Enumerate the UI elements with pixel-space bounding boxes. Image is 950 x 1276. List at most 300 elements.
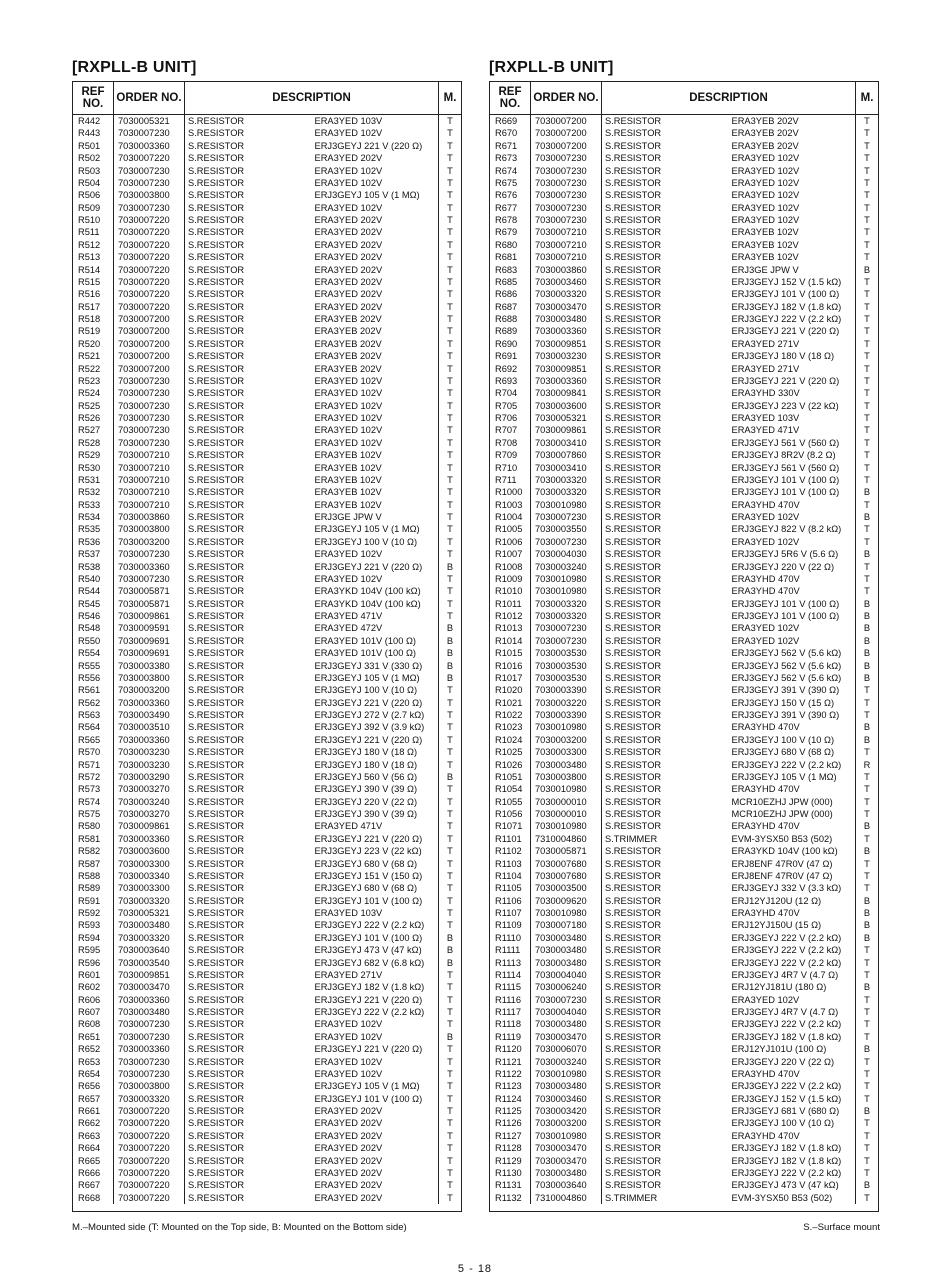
order-no-cell: 7030007230 <box>114 202 185 214</box>
ref-no-cell: R685 <box>490 276 531 288</box>
table-row <box>490 622 878 634</box>
table-row <box>490 127 878 139</box>
part-spec-cell: ERJ3GEYJ 180 V (18 Ω) <box>314 747 418 758</box>
part-spec-cell: ERA3YHD 470V <box>731 722 800 733</box>
mount-side-cell: T <box>439 969 462 981</box>
mount-side-cell: T <box>439 1080 462 1092</box>
order-no-cell: 7030007220 <box>114 226 185 238</box>
mount-side-cell: T <box>439 313 462 325</box>
ref-no-cell: R654 <box>73 1068 114 1080</box>
order-no-cell: 7030007220 <box>114 1142 185 1154</box>
part-spec-cell: ERA3YED 202V <box>314 153 383 164</box>
mount-side-cell: B <box>856 919 879 931</box>
ref-no-cell: R1017 <box>490 672 531 684</box>
part-spec-cell: ERA3YHD 470V <box>731 1130 800 1141</box>
part-spec-cell: ERJ3GEYJ 222 V (2.2 kΩ) <box>314 920 425 931</box>
table-row <box>73 746 461 758</box>
table-row <box>73 944 461 956</box>
ref-no-cell: R527 <box>73 424 114 436</box>
ref-no-cell: R1011 <box>490 598 531 610</box>
part-spec-cell: EVM-3YSX50 B53 (502) <box>731 1192 833 1203</box>
part-type-cell: S.RESISTOR <box>605 734 662 745</box>
part-type-cell: S.RESISTOR <box>605 846 662 857</box>
mount-side-cell: B <box>856 1043 879 1055</box>
mount-side-cell: T <box>439 746 462 758</box>
part-type-cell: S.RESISTOR <box>188 1143 245 1154</box>
order-no-cell: 7030003410 <box>531 462 602 474</box>
ref-no-cell: R506 <box>73 189 114 201</box>
ref-no-cell: R709 <box>490 449 531 461</box>
mount-side-cell: T <box>856 301 879 313</box>
part-type-cell: S.RESISTOR <box>605 883 662 894</box>
mount-side-cell: T <box>856 152 879 164</box>
table-row <box>73 511 461 523</box>
table-row <box>73 127 461 139</box>
order-no-cell: 7030003480 <box>114 919 185 931</box>
right-parts-table <box>489 81 879 1212</box>
part-spec-cell: ERA3YED 202V <box>314 289 383 300</box>
ref-no-cell: R675 <box>490 177 531 189</box>
table-row <box>490 338 878 350</box>
part-spec-cell: ERA3YED 102V <box>731 165 800 176</box>
ref-no-cell: R1010 <box>490 585 531 597</box>
part-spec-cell: ERA3YED 102V <box>314 400 383 411</box>
table-row <box>73 919 461 931</box>
table-row <box>490 486 878 498</box>
mount-side-cell: T <box>856 709 879 721</box>
table-row <box>73 561 461 573</box>
order-no-cell: 7030007210 <box>114 449 185 461</box>
ref-no-cell: R670 <box>490 127 531 139</box>
ref-no-cell: R536 <box>73 536 114 548</box>
ref-no-cell: R1105 <box>490 882 531 894</box>
order-no-cell: 7030007220 <box>114 1192 185 1204</box>
ref-no-cell: R537 <box>73 548 114 560</box>
order-no-cell: 7030000010 <box>531 808 602 820</box>
part-type-cell: S.RESISTOR <box>605 227 662 238</box>
part-type-cell: S.RESISTOR <box>605 1081 662 1092</box>
order-no-cell: 7030003410 <box>531 437 602 449</box>
table-row <box>490 721 878 733</box>
table-row <box>73 1105 461 1117</box>
mount-side-cell: B <box>856 660 879 672</box>
order-no-cell: 7030004030 <box>531 548 602 560</box>
mount-side-cell: T <box>439 870 462 882</box>
mount-side-cell: T <box>856 882 879 894</box>
table-row <box>73 759 461 771</box>
ref-no-cell: R677 <box>490 202 531 214</box>
part-type-cell: S.RESISTOR <box>605 1019 662 1030</box>
mount-side-cell: T <box>856 1192 879 1204</box>
part-type-cell: S.RESISTOR <box>188 499 245 510</box>
table-row <box>73 647 461 659</box>
part-type-cell: S.RESISTOR <box>188 1007 245 1017</box>
order-no-cell: 7030007210 <box>531 226 602 238</box>
ref-no-cell: R521 <box>73 350 114 362</box>
part-type-cell: S.RESISTOR <box>188 1068 245 1079</box>
table-row <box>490 536 878 548</box>
part-type-cell: S.RESISTOR <box>188 326 245 337</box>
order-no-cell: 7030009861 <box>531 424 602 436</box>
ref-no-cell: R530 <box>73 462 114 474</box>
mount-side-cell: T <box>856 140 879 152</box>
part-type-cell: S.RESISTOR <box>605 437 662 448</box>
part-spec-cell: ERJ3GEYJ 5R6 V (5.6 Ω) <box>731 549 839 560</box>
ref-no-cell: R664 <box>73 1142 114 1154</box>
table-row <box>490 523 878 535</box>
ref-no-cell: R525 <box>73 400 114 412</box>
ref-no-cell: R608 <box>73 1018 114 1030</box>
ref-no-cell: R657 <box>73 1093 114 1105</box>
part-type-cell: S.RESISTOR <box>188 945 245 956</box>
order-no-cell: 7030007210 <box>114 499 185 511</box>
part-spec-cell: ERJ3GE JPW V <box>314 512 382 522</box>
ref-no-cell: R707 <box>490 424 531 436</box>
mount-side-cell: T <box>856 412 879 424</box>
order-no-cell: 7030003300 <box>531 746 602 758</box>
mount-side-cell: T <box>439 697 462 709</box>
part-spec-cell: ERJ3GEYJ 221 V (220 Ω) <box>314 833 423 844</box>
mount-side-cell: T <box>856 251 879 263</box>
part-spec-cell: ERJ3GEYJ 152 V (1.5 kΩ) <box>731 276 842 287</box>
part-type-cell: S.RESISTOR <box>188 413 245 423</box>
part-spec-cell: ERA3YED 271V <box>731 338 800 349</box>
part-type-cell: S.RESISTOR <box>605 338 662 349</box>
order-no-cell: 7030007210 <box>114 462 185 474</box>
table-row <box>490 882 878 894</box>
mount-side-cell: T <box>856 165 879 177</box>
part-type-cell: S.RESISTOR <box>188 969 245 980</box>
part-spec-cell: ERA3YED 202V <box>314 1180 383 1191</box>
part-spec-cell: ERJ3GEYJ 221 V (220 Ω) <box>731 375 840 386</box>
mount-side-cell: T <box>439 907 462 919</box>
table-row <box>73 325 461 337</box>
order-no-cell: 7030005871 <box>114 598 185 610</box>
part-type-cell: S.RESISTOR <box>188 425 245 436</box>
part-type-cell: S.RESISTOR <box>605 796 662 807</box>
mount-side-cell: T <box>856 944 879 956</box>
ref-no-cell: R531 <box>73 474 114 486</box>
mount-side-cell: T <box>439 350 462 362</box>
order-no-cell: 7030009851 <box>531 338 602 350</box>
table-row <box>73 771 461 783</box>
table-row <box>490 288 878 300</box>
part-spec-cell: ERJ3GEYJ 182 V (1.8 kΩ) <box>731 301 842 312</box>
table-row <box>490 400 878 412</box>
table-row <box>73 684 461 696</box>
part-spec-cell: ERA3YED 202V <box>314 1155 383 1166</box>
mount-side-cell: T <box>439 301 462 313</box>
part-spec-cell: ERJ3GEYJ 222 V (2.2 kΩ) <box>731 1019 842 1030</box>
part-type-cell: S.RESISTOR <box>605 1155 662 1166</box>
order-no-cell: 7030009861 <box>114 610 185 622</box>
mount-side-cell: T <box>856 1130 879 1142</box>
ref-no-cell: R1116 <box>490 994 531 1006</box>
table-row <box>490 189 878 201</box>
order-no-cell: 7310004860 <box>531 833 602 845</box>
mount-side-cell: T <box>856 226 879 238</box>
part-spec-cell: ERA3YEB 102V <box>731 227 799 238</box>
part-type-cell: S.RESISTOR <box>188 685 245 696</box>
order-no-cell: 7030003360 <box>114 1043 185 1055</box>
part-type-cell: S.RESISTOR <box>605 1143 662 1154</box>
part-spec-cell: ERJ3GEYJ 105 V (1 MΩ) <box>314 190 420 201</box>
ref-no-cell: R522 <box>73 363 114 375</box>
table-row <box>73 1167 461 1179</box>
part-spec-cell: ERA3YED 202V <box>314 1118 383 1129</box>
mount-side-cell: T <box>856 1093 879 1105</box>
mount-side-cell: T <box>439 424 462 436</box>
order-no-cell: 7030003320 <box>114 895 185 907</box>
mount-side-cell: T <box>439 462 462 474</box>
mount-side-cell: T <box>439 734 462 746</box>
ref-no-cell: R524 <box>73 387 114 399</box>
part-spec-cell: ERA3YEB 102V <box>731 252 799 263</box>
mount-side-cell: T <box>439 437 462 449</box>
ref-no-cell: R1125 <box>490 1105 531 1117</box>
order-no-cell: 7030004040 <box>531 1006 602 1018</box>
order-no-cell: 7030003470 <box>531 301 602 313</box>
mount-side-cell: T <box>439 202 462 214</box>
part-spec-cell: ERJ3GEYJ 221 V (220 Ω) <box>731 326 840 337</box>
part-spec-cell: ERA3YED 202V <box>314 1106 383 1116</box>
part-spec-cell: ERJ3GEYJ 680 V (68 Ω) <box>314 858 418 869</box>
ref-no-cell: R529 <box>73 449 114 461</box>
order-no-cell: 7030007230 <box>531 994 602 1006</box>
order-no-cell: 7030007230 <box>531 214 602 226</box>
part-type-cell: S.RESISTOR <box>605 573 662 584</box>
ref-no-cell: R1115 <box>490 981 531 993</box>
ref-no-cell: R545 <box>73 598 114 610</box>
ref-no-cell: R673 <box>490 152 531 164</box>
part-type-cell: S.RESISTOR <box>605 1007 662 1017</box>
order-no-cell: 7030007200 <box>531 140 602 152</box>
table-row <box>73 140 461 152</box>
part-type-cell: S.RESISTOR <box>188 165 245 176</box>
ref-no-cell: R570 <box>73 746 114 758</box>
table-row <box>73 251 461 263</box>
order-no-cell: 7030003200 <box>531 1117 602 1129</box>
table-row <box>490 276 878 288</box>
mount-side-cell: T <box>439 808 462 820</box>
order-no-cell: 7030010980 <box>531 1130 602 1142</box>
part-spec-cell: ERA3YHD 470V <box>731 573 800 584</box>
table-row <box>490 1018 878 1030</box>
part-type-cell: S.RESISTOR <box>188 586 245 597</box>
ref-no-cell: R1004 <box>490 511 531 523</box>
ref-no-cell: R514 <box>73 264 114 276</box>
part-spec-cell: ERJ3GEYJ 221 V (220 Ω) <box>314 1044 423 1055</box>
part-type-cell: S.RESISTOR <box>188 1093 245 1104</box>
ref-no-cell: R606 <box>73 994 114 1006</box>
order-no-cell: 7030009841 <box>531 387 602 399</box>
part-type-cell: S.RESISTOR <box>188 363 245 374</box>
order-no-cell: 7030007230 <box>114 1018 185 1030</box>
part-type-cell: S.RESISTOR <box>188 301 245 312</box>
order-no-cell: 7030007230 <box>531 536 602 548</box>
part-spec-cell: ERA3YED 202V <box>314 301 383 312</box>
mount-side-cell: B <box>439 647 462 659</box>
table-row <box>490 412 878 424</box>
table-row <box>490 437 878 449</box>
ref-no-cell: R533 <box>73 499 114 511</box>
ref-no-cell: R1055 <box>490 796 531 808</box>
table-row <box>490 363 878 375</box>
part-spec-cell: ERA3YEB 202V <box>731 140 799 151</box>
order-no-cell: 7030000010 <box>531 796 602 808</box>
table-row <box>73 783 461 795</box>
order-no-cell: 7030003800 <box>114 672 185 684</box>
part-type-cell: S.RESISTOR <box>188 635 245 646</box>
ref-no-cell: R708 <box>490 437 531 449</box>
table-row <box>73 1192 461 1204</box>
mount-side-cell: B <box>856 1179 879 1191</box>
table-row <box>490 140 878 152</box>
ref-no-cell: R595 <box>73 944 114 956</box>
order-no-cell: 7030010980 <box>531 721 602 733</box>
mount-side-cell: T <box>856 202 879 214</box>
table-row <box>73 882 461 894</box>
ref-no-cell: R1003 <box>490 499 531 511</box>
part-type-cell: S.RESISTOR <box>605 623 662 634</box>
order-no-cell: 7030010980 <box>531 820 602 832</box>
part-type-cell: S.RESISTOR <box>188 611 245 621</box>
ref-no-cell: R669 <box>490 115 531 128</box>
part-type-cell: S.RESISTOR <box>605 289 662 300</box>
order-no-cell: 7030003360 <box>531 375 602 387</box>
part-type-cell: S.RESISTOR <box>188 957 245 968</box>
ref-no-cell: R1121 <box>490 1056 531 1068</box>
mount-side-cell: T <box>856 1068 879 1080</box>
table-row <box>73 907 461 919</box>
mount-side-cell: T <box>439 1130 462 1142</box>
part-type-cell: S.RESISTOR <box>188 994 245 1005</box>
order-no-cell: 7030003290 <box>114 771 185 783</box>
order-no-cell: 7030003480 <box>531 759 602 771</box>
part-type-cell: S.RESISTOR <box>188 672 245 683</box>
ref-no-cell: R1111 <box>490 944 531 956</box>
table-row <box>73 202 461 214</box>
part-type-cell: S.RESISTOR <box>605 994 662 1005</box>
order-no-cell: 7030007220 <box>114 239 185 251</box>
part-spec-cell: ERA3YED 101V (100 Ω) <box>314 648 417 659</box>
mount-side-cell: T <box>856 833 879 845</box>
part-spec-cell: ERA3YHD 330V <box>731 388 800 399</box>
order-no-cell: 7030003360 <box>114 734 185 746</box>
part-type-cell: S.RESISTOR <box>605 648 662 659</box>
part-type-cell: S.RESISTOR <box>605 165 662 176</box>
part-spec-cell: ERA3YED 102V <box>314 1019 383 1030</box>
part-type-cell: S.RESISTOR <box>605 1106 662 1116</box>
table-row <box>490 1093 878 1105</box>
order-no-cell: 7030007210 <box>531 239 602 251</box>
mount-side-cell: T <box>439 548 462 560</box>
order-no-cell: 7030003460 <box>531 276 602 288</box>
table-row <box>490 907 878 919</box>
order-no-cell: 7030005871 <box>114 585 185 597</box>
table-row <box>73 177 461 189</box>
part-type-cell: S.RESISTOR <box>605 710 662 720</box>
ref-no-cell: R517 <box>73 301 114 313</box>
mount-side-cell: B <box>439 957 462 969</box>
table-row <box>73 858 461 870</box>
table-row <box>73 796 461 808</box>
table-row <box>73 1043 461 1055</box>
order-no-cell: 7030007210 <box>531 251 602 263</box>
part-type-cell: S.RESISTOR <box>188 1180 245 1191</box>
table-row <box>490 635 878 647</box>
part-spec-cell: ERA3YED 102V <box>731 190 800 201</box>
order-no-cell: 7030007220 <box>114 1105 185 1117</box>
order-no-cell: 7030003300 <box>114 882 185 894</box>
mount-side-cell: T <box>439 610 462 622</box>
part-spec-cell: ERJ3GEYJ 222 V (2.2 kΩ) <box>314 1007 425 1017</box>
mount-side-cell: T <box>856 1167 879 1179</box>
table-row <box>490 585 878 597</box>
table-row <box>73 350 461 362</box>
part-spec-cell: ERA3YED 271V <box>314 969 383 980</box>
part-type-cell: S.RESISTOR <box>605 895 662 906</box>
part-spec-cell: ERJ3GEYJ 222 V (2.2 kΩ) <box>731 759 842 770</box>
ref-no-cell: R1071 <box>490 820 531 832</box>
mount-side-cell: T <box>856 808 879 820</box>
part-spec-cell: ERA3YED 103V <box>314 116 383 126</box>
table-row <box>73 598 461 610</box>
part-type-cell: S.RESISTOR <box>188 697 245 708</box>
part-spec-cell: EVM-3YSX50 B53 (502) <box>731 833 833 844</box>
ref-no-cell: R674 <box>490 165 531 177</box>
ref-no-cell: R666 <box>73 1167 114 1179</box>
table-row <box>73 226 461 238</box>
part-spec-cell: ERA3YHD 470V <box>731 784 800 795</box>
table-row <box>73 449 461 461</box>
part-spec-cell: ERA3YED 271V <box>731 363 800 374</box>
table-row <box>490 1117 878 1129</box>
part-spec-cell: ERA3YEB 102V <box>314 487 382 498</box>
part-type-cell: S.RESISTOR <box>605 771 662 782</box>
part-spec-cell: ERA3YED 102V <box>731 202 800 213</box>
order-no-cell: 7030003270 <box>114 783 185 795</box>
part-type-cell: S.RESISTOR <box>188 1056 245 1067</box>
part-spec-cell: ERA3YED 102V <box>731 994 800 1005</box>
mount-side-cell: T <box>439 833 462 845</box>
mount-side-cell: T <box>439 1093 462 1105</box>
mount-side-cell: B <box>856 610 879 622</box>
ref-no-cell: R596 <box>73 957 114 969</box>
table-row <box>73 276 461 288</box>
ref-no-cell: R692 <box>490 363 531 375</box>
header-ref-no: REF NO. <box>73 82 114 115</box>
part-spec-cell: ERA3YED 102V <box>314 1056 383 1067</box>
part-type-cell: S.RESISTOR <box>188 846 245 857</box>
mount-side-cell: T <box>439 1068 462 1080</box>
mount-side-cell: T <box>439 858 462 870</box>
ref-no-cell: R652 <box>73 1043 114 1055</box>
table-row <box>73 424 461 436</box>
ref-no-cell: R1054 <box>490 783 531 795</box>
part-spec-cell: ERJ3GEYJ 180 V (18 Ω) <box>731 351 835 362</box>
mount-side-cell: T <box>439 214 462 226</box>
ref-no-cell: R572 <box>73 771 114 783</box>
header-ref-no: REF NO. <box>490 82 531 115</box>
part-type-cell: S.RESISTOR <box>605 400 662 411</box>
order-no-cell: 7030007220 <box>114 1167 185 1179</box>
table-row <box>73 1093 461 1105</box>
table-row <box>490 808 878 820</box>
table-row <box>73 301 461 313</box>
table-row <box>73 734 461 746</box>
part-type-cell: S.RESISTOR <box>188 932 245 943</box>
